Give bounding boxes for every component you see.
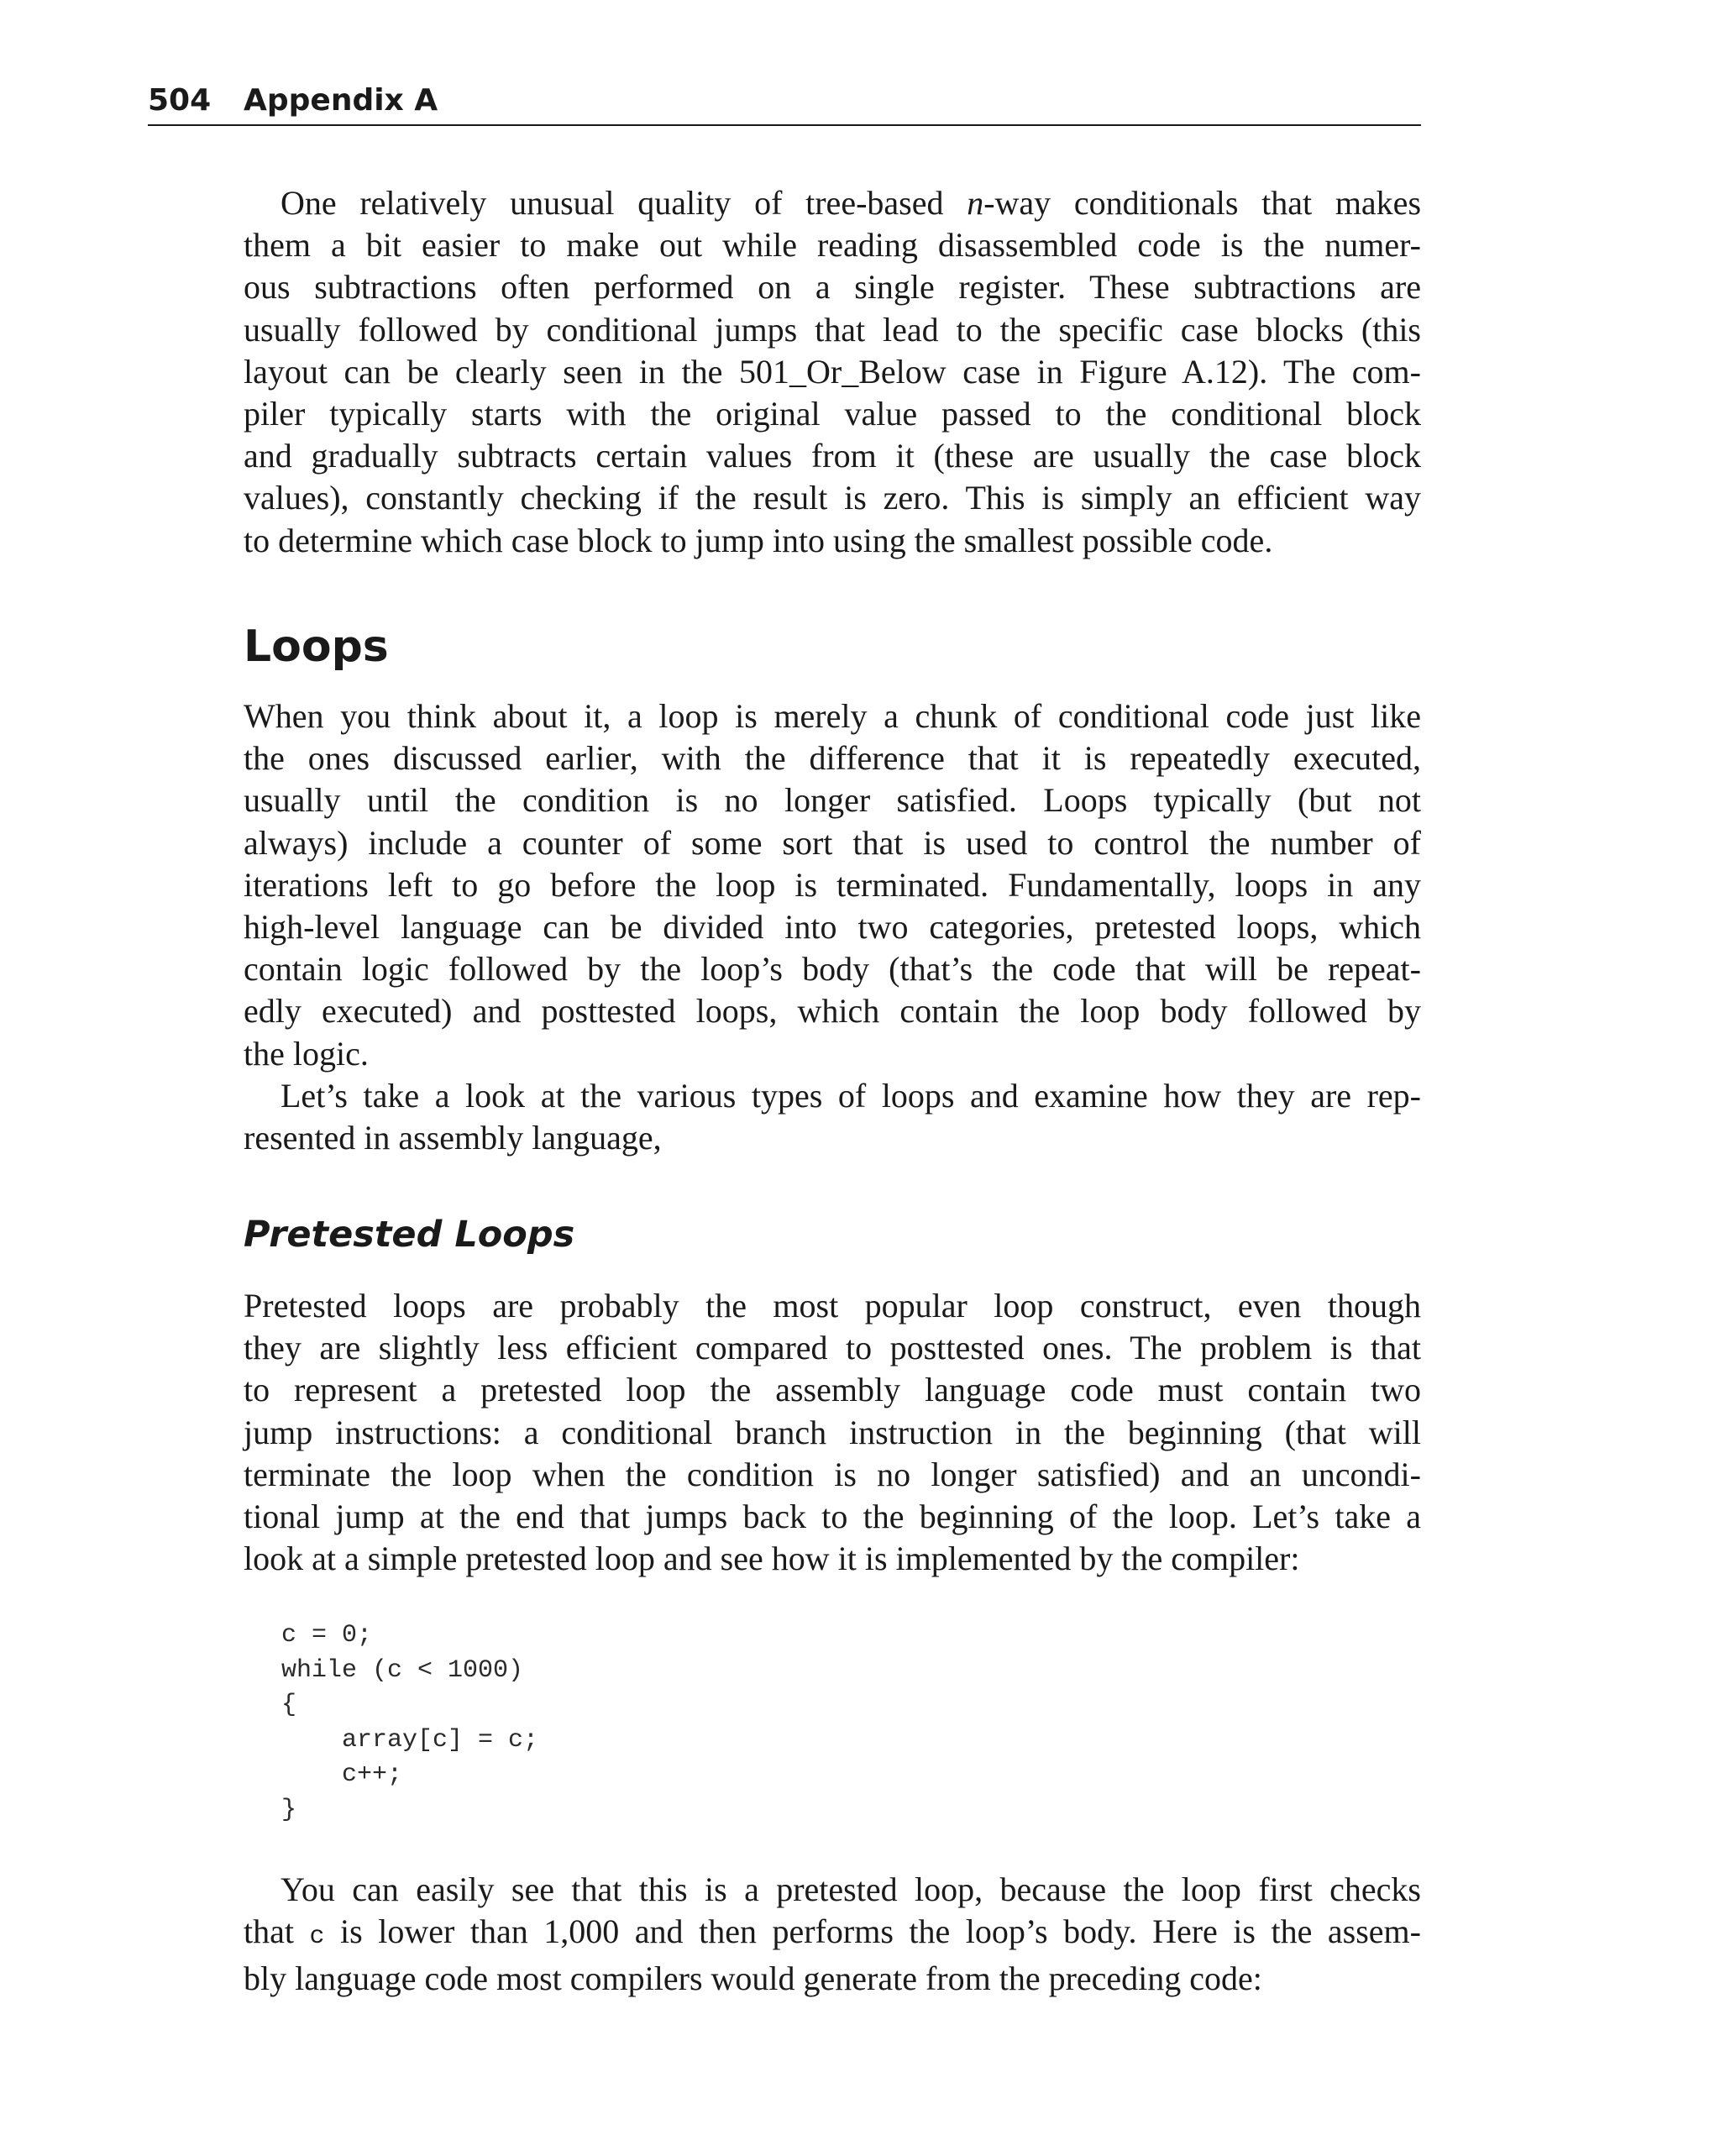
- text-line: values), constantly checking if the result is zero. This is simply an efficient way: [244, 479, 1421, 517]
- text-line: iterations left to go before the loop is terminated. Fundamentally, loops in any: [244, 865, 1421, 904]
- code-line: c++;: [281, 1760, 403, 1790]
- text-line: them a bit easier to make out while reading disassembled code is the numer-: [244, 226, 1421, 265]
- paragraph-loops-intro: [244, 695, 1421, 1159]
- running-header: [148, 77, 1421, 126]
- text-line: You can easily see that this is a pretested loop, because the loop first checks: [281, 1870, 1421, 1908]
- text-line: tional jump at the end that jumps back to the beginning of the loop. Let’s take a: [244, 1498, 1421, 1536]
- italic-n: n: [967, 184, 984, 222]
- paragraph-pretested-explanation: [244, 1869, 1421, 2001]
- text-line: usually followed by conditional jumps that lead to the specific case blocks (this: [244, 310, 1421, 349]
- text-line: edly executed) and posttested loops, which contain the loop body followed by: [244, 992, 1421, 1031]
- code-line: }: [281, 1795, 297, 1824]
- text-line: jump instructions: a conditional branch instruction in the beginning (that will: [244, 1413, 1421, 1451]
- text-line: piler typically starts with the original value passed to the conditional block: [244, 395, 1421, 433]
- text-line: terminate the loop when the condition is no longer satisfied) and an uncondi-: [244, 1455, 1421, 1493]
- text-line: Pretested loops are probably the most popular loop construct, even though: [244, 1287, 1421, 1325]
- paragraph-pretested-loops: [244, 1285, 1421, 1580]
- section-heading-loops: Loops: [244, 622, 389, 672]
- text-line: One relatively unusual quality of tree-based n-way conditionals that makes: [281, 184, 1422, 222]
- text-line: they are slightly less efficient compared to posttested ones. The problem is that: [244, 1329, 1421, 1367]
- code-line: {: [281, 1691, 297, 1720]
- text-line: layout can be clearly seen in the 501_Or_Below case in Figure A.12). The com-: [244, 352, 1421, 391]
- text-line: to represent a pretested loop the assembly language code must contain two: [244, 1371, 1421, 1409]
- running-title: Appendix A: [244, 83, 438, 118]
- text-line: that c is lower than 1,000 and then performs the loop’s body. Here is the assem-: [244, 1912, 1421, 1952]
- page-number: 504: [148, 83, 212, 118]
- code-line: c = 0;: [281, 1621, 373, 1650]
- text-line: Let’s take a look at the various types of loops and examine how they are rep-: [281, 1076, 1421, 1115]
- code-line: while (c < 1000): [281, 1655, 524, 1685]
- code-listing: [281, 1618, 538, 1828]
- text-line: high-level language can be divided into two categories, pretested loops, which: [244, 908, 1421, 947]
- text-line: the ones discussed earlier, with the difference that it is repeatedly executed,: [244, 739, 1421, 778]
- text-line: the logic.: [244, 1034, 369, 1073]
- text-line: always) include a counter of some sort that is used to control the number of: [244, 823, 1421, 862]
- inline-code-c: c: [309, 1923, 325, 1952]
- text-line: ous subtractions often performed on a single register. These subtractions are: [244, 268, 1421, 307]
- subsection-heading-pretested-loops: Pretested Loops: [244, 1214, 575, 1256]
- text-line: resented in assembly language,: [244, 1119, 662, 1157]
- code-line: array[c] = c;: [281, 1725, 539, 1755]
- text-line: bly language code most compilers would generate from the preceding code:: [244, 1959, 1262, 1998]
- text-line: look at a simple pretested loop and see how it is implemented by the compiler:: [244, 1540, 1300, 1578]
- text-line: contain logic followed by the loop’s body (that’s the code that will be repeat-: [244, 950, 1421, 989]
- text-line: and gradually subtracts certain values from it (these are usually the case block: [244, 437, 1421, 475]
- text-line: usually until the condition is no longer satisfied. Loops typically (but not: [244, 781, 1421, 820]
- text-line: When you think about it, a loop is merely a chunk of conditional code just like: [244, 697, 1421, 735]
- paragraph-tree-conditionals: [244, 182, 1421, 562]
- text-line: to determine which case block to jump into using the smallest possible code.: [244, 521, 1273, 559]
